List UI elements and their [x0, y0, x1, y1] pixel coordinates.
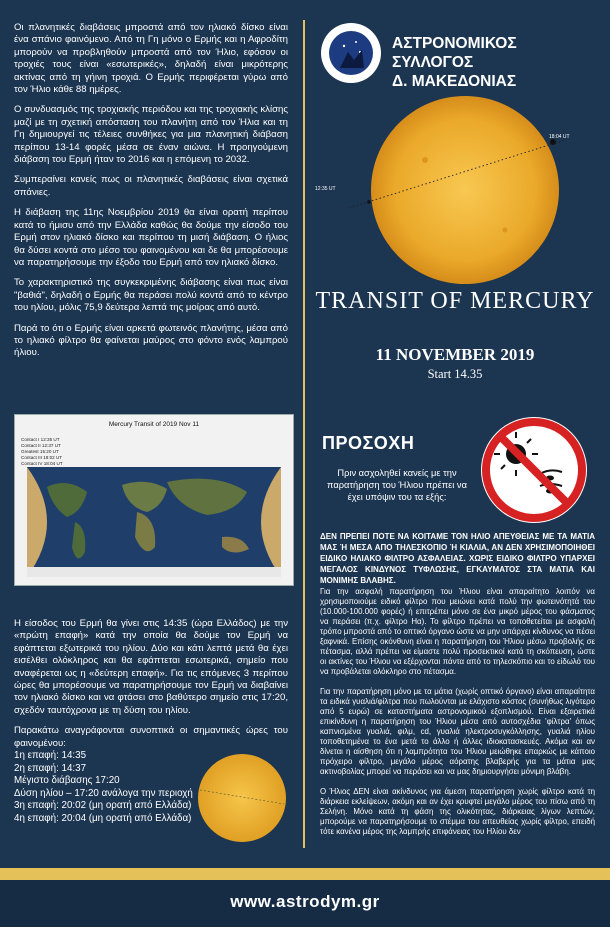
warning-intro: Πριν ασχοληθεί κανείς με την παρατήρηση του Ήλιου πρέπει να έχει υπόψιν του τα εξής:	[327, 468, 467, 502]
paragraph: Συμπεραίνει κανείς πως οι πλανητικές διαβάσεις είναι σχετικά σπάνιες.	[14, 174, 288, 198]
sun-transit-illustration	[305, 90, 610, 290]
website-link[interactable]: www.astrodym.gr	[230, 892, 380, 911]
map-legend	[21, 437, 81, 467]
legend-row: Contact I 12:35 UT	[21, 437, 60, 442]
event-date: 11 NOVEMBER 2019	[375, 345, 535, 364]
legend-row: Contact II 12:37 UT	[21, 443, 61, 448]
footer	[0, 880, 610, 927]
sun-sketch-icon	[196, 752, 288, 844]
schedule-row: 1η επαφή: 14:35	[14, 750, 87, 762]
transit-visibility-map	[14, 414, 294, 586]
schedule-row: 4η επαφή: 20:04 (μη ορατή από Ελλάδα)	[14, 813, 192, 825]
footer-accent-bar	[0, 868, 610, 880]
legend-row: Greatest 15:20 UT	[21, 449, 59, 454]
org-name-line2: Δ. ΜΑΚΕΔΟΝΙΑΣ	[392, 73, 517, 90]
paragraph: Το χαρακτηριστικό της συγκεκριμένης διάβασης είναι πως είναι "βαθιά", δηλαδή ο Ερμής θα περάσει πολύ κοντά από το κέντρο του ηλίου, μόλις 75,9 δεύτερα λεπτά της μοίρας από αυτό.	[14, 277, 288, 314]
paragraph: Η είσοδος του Ερμή θα γίνει στις 14:35 (ώρα Ελλάδος) με την «πρώτη επαφή» κατά την οποία θα δούμε τον Ερμή να εφάπτεται εξωτερικά του ηλίου. Δύο και κάτι λεπτά μετά θα έχει εισέλθει ολόκληρος και θα εφάπτεται εσωτερικά, σημείο που αναφέρεται ως η «δεύτερη επαφή». Για τις επόμενες 3 περίπου ώρες θα μπορέσουμε να παρατηρήσουμε τον Ερμή να διαβαίνει τον ηλιακό δίσκο και να φτάσει στο βαθύτερο σημείο στις 17:20, σχεδόν ταυτόχρονα με τη δύση του ηλίου.	[14, 618, 288, 716]
event-title: TRANSIT OF MERCURY	[315, 288, 595, 314]
schedule-row: 3η επαφή: 20:02 (μη ορατή από Ελλάδα)	[14, 800, 192, 812]
schedule-row: 2η επαφή: 14:37	[14, 762, 87, 774]
schedule-row: Μέγιστο διάβασης 17:20	[14, 775, 120, 787]
no-direct-viewing-icon	[478, 414, 590, 526]
warning-caps-text: ΔΕΝ ΠΡΕΠΕΙ ΠΟΤΕ ΝΑ ΚΟΙΤΑΜΕ ΤΟΝ ΗΛΙΟ ΑΠΕΥΘΕΙΑΣ ΜΕ ΤΑ ΜΑΤΙΑ ΜΑΣ Ή ΜΕΣΑ ΑΠΟ ΤΗΛΕΣΚΟΠΙΟ Ή ΚΙΑΛΙΑ, ΑΝ ΔΕΝ ΧΡΗΣΙΜΟΠΟΙΗΘΕΙ ΕΙΔΙΚΟ ΗΛΙΑΚΟ ΦΙΛΤΡΟ ΑΣΦΑΛΕΙΑΣ. ΧΩΡΙΣ ΕΙΔΙΚΟ ΦΙΛΤΡΟ ΥΠΑΡΧΕΙ ΜΕΓΑΛΟΣ ΚΙΝΔΥΝΟΣ ΤΥΦΛΩΣΗΣ, ΕΓΚΑΥΜΑΤΟΣ ΣΤΑ ΜΑΤΙΑ ΚΑΙ ΜΟΝΙΜΗΣ ΒΛΑΒΗΣ.	[320, 532, 595, 585]
org-name	[392, 34, 602, 91]
intro-text	[14, 22, 288, 368]
paragraph: Παρά το ότι ο Ερμής είναι αρκετά φωτεινός πλανήτης, μέσα από το ηλιακό φίλτρο θα φαίνεται μαύρος στο φόντο ενός λαμπρού ήλιου.	[14, 322, 288, 359]
paragraph: Ο Ήλιος ΔΕΝ είναι ακίνδυνος για άμεση παρατήρηση χωρίς φίλτρο κατά τη διάρκεια εκλείψεων, ακόμη και αν έχει κρυφτεί μεγάλο μέρος του πίσω από τη Σελήνη. Μόνο κατά τη φάση της ολικότητας, διάρκειας λίγων λεπτών, μπορούμε να παρατηρήσουμε το στέμμα του απευθείας χωρίς φίλτρο, επειδή τότε κανένα μέρος της λαμπρής επιφάνειας του Ηλίου δεν	[320, 787, 595, 836]
association-logo	[320, 22, 382, 84]
warning-paragraphs	[320, 587, 595, 847]
paragraph: Οι πλανητικές διαβάσεις μπροστά από τον ηλιακό δίσκο είναι ένα σπάνιο φαινόμενο. Από τη Γη μόνο ο Ερμής και η Αφροδίτη μπορούν να προβληθούν μπροστά από τον Ήλιο, εφόσον οι τροχιές τους είναι «εσωτερικές», δηλαδή είναι μικρότερης ακτίνας από τη γήινη τροχιά. Ο Ερμής περιφέρεται γύρω από τον Ήλιο κάθε 88 ημέρες.	[14, 22, 288, 96]
map-title: Mercury Transit of 2019 Nov 11	[108, 421, 200, 428]
event-start-time: Start 14.35	[427, 367, 483, 381]
warning-heading: ΠΡΟΣΟΧΗ	[322, 433, 415, 453]
paragraph: Για την παρατήρηση μόνο με τα μάτια (χωρίς οπτικό όργανο) είναι απαραίτητα τα ειδικά γυαλιά/φίλτρα που πωλούνται με ελάχιστο κόστος (συνήθως λιγότερο από 5 ευρώ) σε καταστήματα αστρονομικού εξοπλισμού. Είναι εξαιρετικά επικίνδυνη η παρατήρηση του Ήλιου μέσα από αυτοσχέδια 'φίλτρα' όπως καπνισμένα γυαλιά, φιλμ, cd, γυαλιά ηλεκτροσυγκόλλησης, γυαλιά ηλίου τοποθετημένα το ένα μετά το άλλο ή άλλες ιδιοκατασκευές. Ακόμα και αν δίνεται η αίσθηση ότι η λαμπρότητα του Ήλιου μειώθηκε επαρκώς με κάποιο πρόχειρο φίλτρο, μεγάλο μέρος αόρατης βλαβερής για τα μάτια μας ακτινοβολίας μπορεί να περάσει και να μας δημιουργήσει μόνιμη βλάβη.	[320, 687, 595, 776]
legend-row: Contact IV 18:04 UT	[21, 461, 63, 466]
schedule-row: Δύση ηλίου – 17:20 ανάλογα την περιοχή	[14, 787, 193, 799]
sun-label-right: 18:04 UT	[549, 134, 570, 140]
paragraph: Η διάβαση της 11ης Νοεμβρίου 2019 θα είναι ορατή περίπου κατά το ήμισυ από την Ελλάδα καθώς θα δούμε την είσοδο του Ερμή στον ηλιακό δίσκο και περίπου τη μισή διάβαση. Ο ήλιος θα δύσει κοντά στο μέσο του φαινομένου και δε θα μπορέσουμε να παρατηρήσουμε την έξοδο του Ερμή από τον ηλιακό δίσκο.	[14, 207, 288, 268]
world-map-image	[27, 467, 281, 577]
sun-label-left: 12:35 UT	[315, 186, 336, 192]
paragraph: Ο συνδυασμός της τροχιακής περιόδου και της τροχιακής κλίσης μαζί με τη σχετική απόσταση του πλανήτη από τον Ήλια και τη Γη δημιουργεί τις τέλειες συνθήκες για μια πλανητική διάβαση περίπου 13-14 φορές μέσα σε έναν αιώνα. Η προηγούμενη διάβαση του Ερμή ήταν το 2016 και η επόμενη το 2032.	[14, 104, 288, 166]
schedule-intro: Παρακάτω αναγράφονται συνοπτικά οι σημαντικές ώρες του φαινομένου:	[14, 725, 288, 749]
legend-row: Contact III 18:02 UT	[21, 455, 63, 460]
org-name-line1: ΑΣΤΡΟΝΟΜΙΚΟΣ ΣΥΛΛΟΓΟΣ	[392, 35, 517, 71]
paragraph: Για την ασφαλή παρατήρηση του Ήλιου είναι απαραίτητο λοιπόν να χρησιμοποιούμε ειδικό φίλτρο που μειώνει κατά πολύ την φωτεινότητά του (10.000-100.000 φορές) ή επιτρέπει μόνο σε ένα μικρό μέρος του φάσματος να περάσει (π.χ. φίλτρο Hα). Το φίλτρο πρέπει να τοποθετείται με ασφαλή τρόπο μπροστά από το οπτικό όργανο ώστε να μην υπάρχει κίνδυνος να πέσει ξαφνικά. Επίσης οκόνθυνη είναι η παρατήρηση του Ήλιου μέσω προβολής σε πέτασμα, αλλά πρέπει να είμαστε πολύ προσεκτικοί κατά τη σκόπευση, ώστε οι ακτίνες του Ήλιου να εξέρχονται πάντα από το τηλεσκόπιο και το είδωλό του να προβάλεται ολόκληρο στο πέτασμα.	[320, 587, 595, 676]
